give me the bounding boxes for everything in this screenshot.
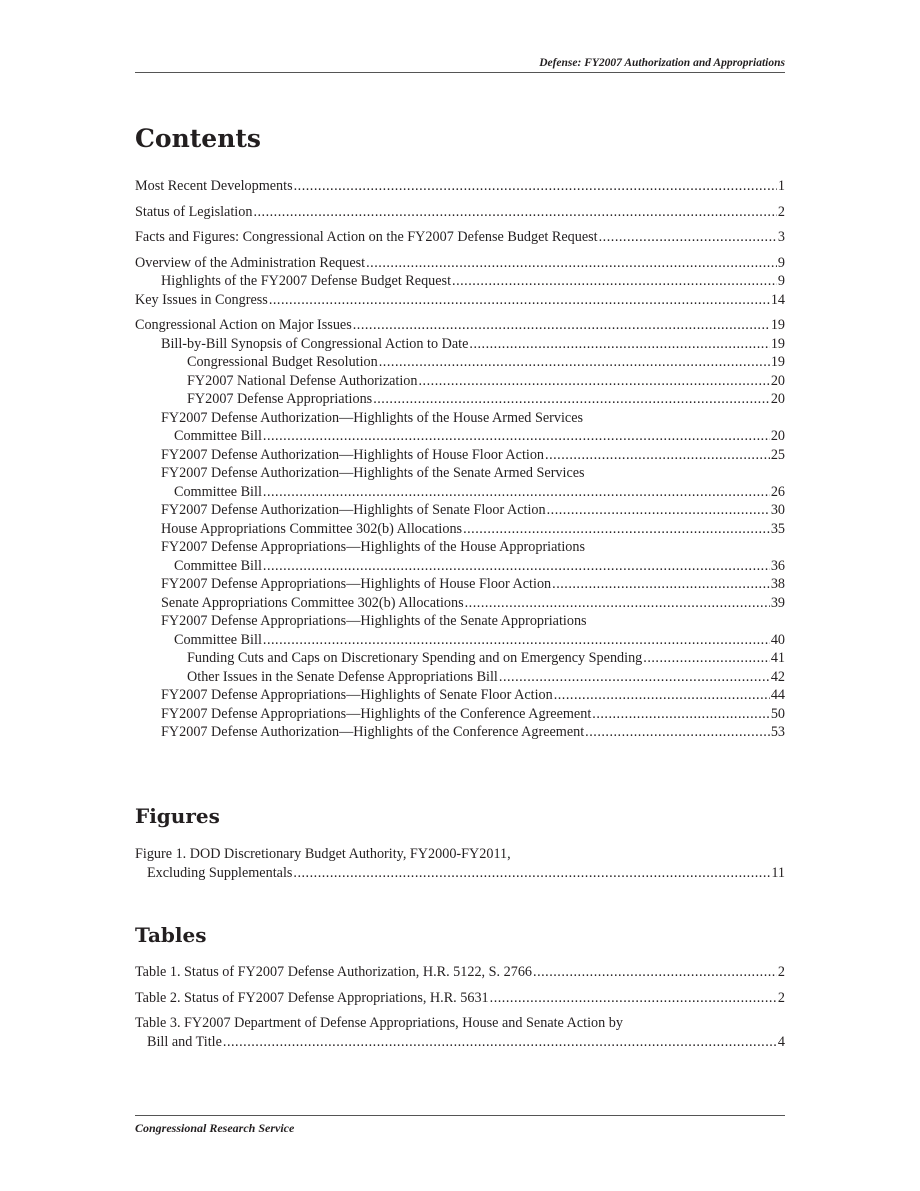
toc-entry[interactable]: Senate Appropriations Committee 302(b) Allocations ..... 39 — [135, 594, 785, 613]
toc-entry[interactable]: FY2007 National Defense Authorization ..... 20 — [135, 372, 785, 391]
toc-entry[interactable]: Status of Legislation ..... 2 — [135, 203, 785, 222]
table-entry[interactable]: Table 1. Status of FY2007 Defense Authorization, H.R. 5122, S. 2766 ..... 2 — [135, 963, 785, 982]
toc-entry[interactable]: Congressional Budget Resolution ..... 19 — [135, 353, 785, 372]
toc-entry[interactable]: Other Issues in the Senate Defense Appropriations Bill ..... 42 — [135, 668, 785, 687]
header-rule — [135, 72, 785, 73]
table-entry[interactable]: Table 3. FY2007 Department of Defense Appropriations, House and Senate Action by Bill and Title ..... 4 — [135, 1014, 785, 1051]
toc-entry[interactable]: FY2007 Defense Authorization—Highlights of Senate Floor Action ..... 30 — [135, 501, 785, 520]
toc-entry[interactable]: FY2007 Defense Authorization—Highlights of the Conference Agreement ..... 53 — [135, 723, 785, 742]
toc-entry[interactable]: FY2007 Defense Authorization—Highlights of the House Armed Services Committee Bill ..... 20 — [135, 409, 785, 446]
toc-entry[interactable]: House Appropriations Committee 302(b) Allocations ..... 35 — [135, 520, 785, 539]
tables-list — [135, 963, 785, 1051]
tables-heading: Tables — [135, 923, 207, 947]
toc-entry[interactable]: Bill-by-Bill Synopsis of Congressional Action to Date ..... 19 — [135, 335, 785, 354]
figure-entry[interactable]: Figure 1. DOD Discretionary Budget Authority, FY2000-FY2011, Excluding Supplementals ..... 11 — [135, 845, 785, 882]
toc-entry[interactable]: FY2007 Defense Authorization—Highlights of House Floor Action ..... 25 — [135, 446, 785, 465]
toc-entry[interactable]: Congressional Action on Major Issues ..... 19 — [135, 316, 785, 335]
toc-entry[interactable]: FY2007 Defense Appropriations—Highlights of House Floor Action ..... 38 — [135, 575, 785, 594]
toc-entry[interactable]: Key Issues in Congress ..... 14 — [135, 291, 785, 310]
toc-entry[interactable]: FY2007 Defense Authorization—Highlights of the Senate Armed Services Committee Bill ..... 26 — [135, 464, 785, 501]
toc-entry[interactable]: FY2007 Defense Appropriations—Highlights of the Conference Agreement ..... 50 — [135, 705, 785, 724]
toc-entry[interactable]: FY2007 Defense Appropriations—Highlights of the House Appropriations Committee Bill ..... 36 — [135, 538, 785, 575]
toc-entry[interactable]: Most Recent Developments ..... 1 — [135, 177, 785, 196]
contents-list — [135, 177, 785, 742]
toc-entry[interactable]: Funding Cuts and Caps on Discretionary Spending and on Emergency Spending ..... 41 — [135, 649, 785, 668]
toc-entry[interactable]: FY2007 Defense Appropriations—Highlights of Senate Floor Action ..... 44 — [135, 686, 785, 705]
contents-heading: Contents — [135, 124, 262, 153]
figures-heading: Figures — [135, 804, 220, 828]
toc-entry[interactable]: Highlights of the FY2007 Defense Budget Request ..... 9 — [135, 272, 785, 291]
toc-entry[interactable]: FY2007 Defense Appropriations—Highlights of the Senate Appropriations Committee Bill ..... 40 — [135, 612, 785, 649]
toc-entry[interactable]: Facts and Figures: Congressional Action on the FY2007 Defense Budget Request ..... 3 — [135, 228, 785, 247]
toc-entry[interactable]: Overview of the Administration Request ..... 9 — [135, 254, 785, 273]
toc-entry[interactable]: FY2007 Defense Appropriations ..... 20 — [135, 390, 785, 409]
running-footer: Congressional Research Service — [135, 1121, 295, 1135]
running-header: Defense: FY2007 Authorization and Appropriations — [539, 57, 785, 69]
figures-list — [135, 845, 785, 882]
table-entry[interactable]: Table 2. Status of FY2007 Defense Appropriations, H.R. 5631 ..... 2 — [135, 989, 785, 1008]
footer-rule — [135, 1115, 785, 1116]
